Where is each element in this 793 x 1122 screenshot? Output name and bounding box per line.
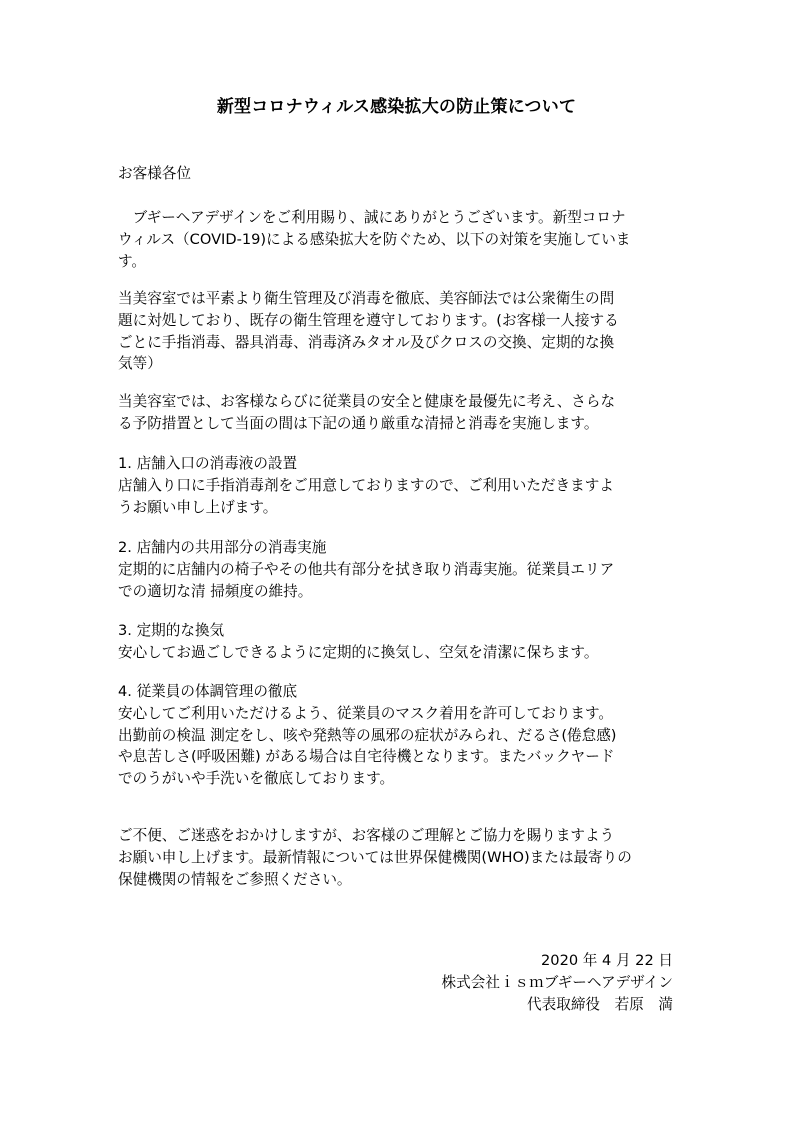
intro-line: ウィルス（COVID-19)による感染拡大を防ぐため、以下の対策を実施していま bbox=[118, 230, 631, 248]
intro-paragraph bbox=[118, 207, 678, 272]
document-title: 新型コロナウィルス感染拡大の防止策について bbox=[216, 97, 577, 117]
hygiene-line: 題に対処しており、既存の衛生管理を遵守しております。(お客様一人接する bbox=[118, 311, 619, 329]
hygiene-paragraph bbox=[118, 288, 678, 375]
signature-block bbox=[273, 950, 673, 1015]
hygiene-line: 気等） bbox=[118, 355, 162, 373]
closing-line: ご不便、ご迷惑をおかけしますが、お客様のご理解とご協力を賜りますよう bbox=[118, 827, 615, 844]
safety-line: 当美容室では、お客様ならびに従業員の安全と健康を最優先に考え、さらな bbox=[118, 393, 616, 410]
closing-paragraph bbox=[118, 825, 678, 890]
measure-line: や息苦しさ(呼吸困難) がある場合は自宅待機となります。またバックヤード bbox=[118, 748, 615, 766]
signature-representative: 代表取締役 若原 満 bbox=[527, 995, 673, 1013]
intro-line: ブギーヘアデザインをご利用賜り、誠にありがとうございます。新型コロナ bbox=[118, 209, 626, 226]
safety-line: る予防措置として当面の間は下記の通り厳重な清掃と消毒を実施します。 bbox=[118, 414, 599, 432]
safety-paragraph bbox=[118, 391, 678, 435]
measure-1 bbox=[118, 453, 678, 518]
measure-line: 安心してお過ごしできるように定期的に換気し、空気を清潔に保ちます。 bbox=[118, 643, 599, 661]
closing-line: 保健機関の情報をご参照ください。 bbox=[118, 870, 352, 888]
closing-line: お願い申し上げます。最新情報については世界保健機関(WHO)または最寄りの bbox=[118, 848, 632, 866]
hygiene-line: 当美容室では平素より衛生管理及び消毒を徹底、美容師法では公衆衛生の問 bbox=[118, 290, 615, 307]
measure-line: うお願い申し上げます。 bbox=[118, 498, 278, 516]
signature-company: 株式会社ｉｓｍブギーヘアデザイン bbox=[441, 973, 673, 991]
measure-line: 店舗入り口に手指消毒剤をご用意しておりますので、ご利用いただきますよ bbox=[118, 476, 614, 494]
intro-line: す。 bbox=[118, 252, 147, 270]
measure-line: 出勤前の検温 測定をし、咳や発熱等の風邪の症状がみられ、だるさ(倦怠感) bbox=[118, 726, 617, 744]
salutation bbox=[118, 163, 678, 185]
measure-3 bbox=[118, 620, 678, 664]
measure-heading: 2. 店舗内の共用部分の消毒実施 bbox=[118, 539, 327, 556]
signature-date: 2020 年 4 月 22 日 bbox=[541, 952, 673, 969]
measure-line: 安心してご利用いただけるよう、従業員のマスク着用を許可しております。 bbox=[118, 704, 614, 722]
measure-line: での適切な清 掃頻度の維持。 bbox=[118, 582, 313, 600]
measure-heading: 3. 定期的な換気 bbox=[118, 622, 225, 639]
measure-line: でのうがいや手洗いを徹底しております。 bbox=[118, 770, 395, 788]
measure-4 bbox=[118, 681, 678, 790]
measure-line: 定期的に店舗内の椅子やその他共有部分を拭き取り消毒実施。従業員エリア bbox=[118, 560, 615, 578]
salutation-text: お客様各位 bbox=[118, 165, 191, 182]
measure-heading: 4. 従業員の体調管理の徹底 bbox=[118, 683, 298, 700]
measure-2 bbox=[118, 537, 678, 602]
measure-heading: 1. 店舗入口の消毒液の設置 bbox=[118, 455, 298, 472]
hygiene-line: ごとに手指消毒、器具消毒、消毒済みタオル及びクロスの交換、定期的な換 bbox=[118, 333, 615, 351]
